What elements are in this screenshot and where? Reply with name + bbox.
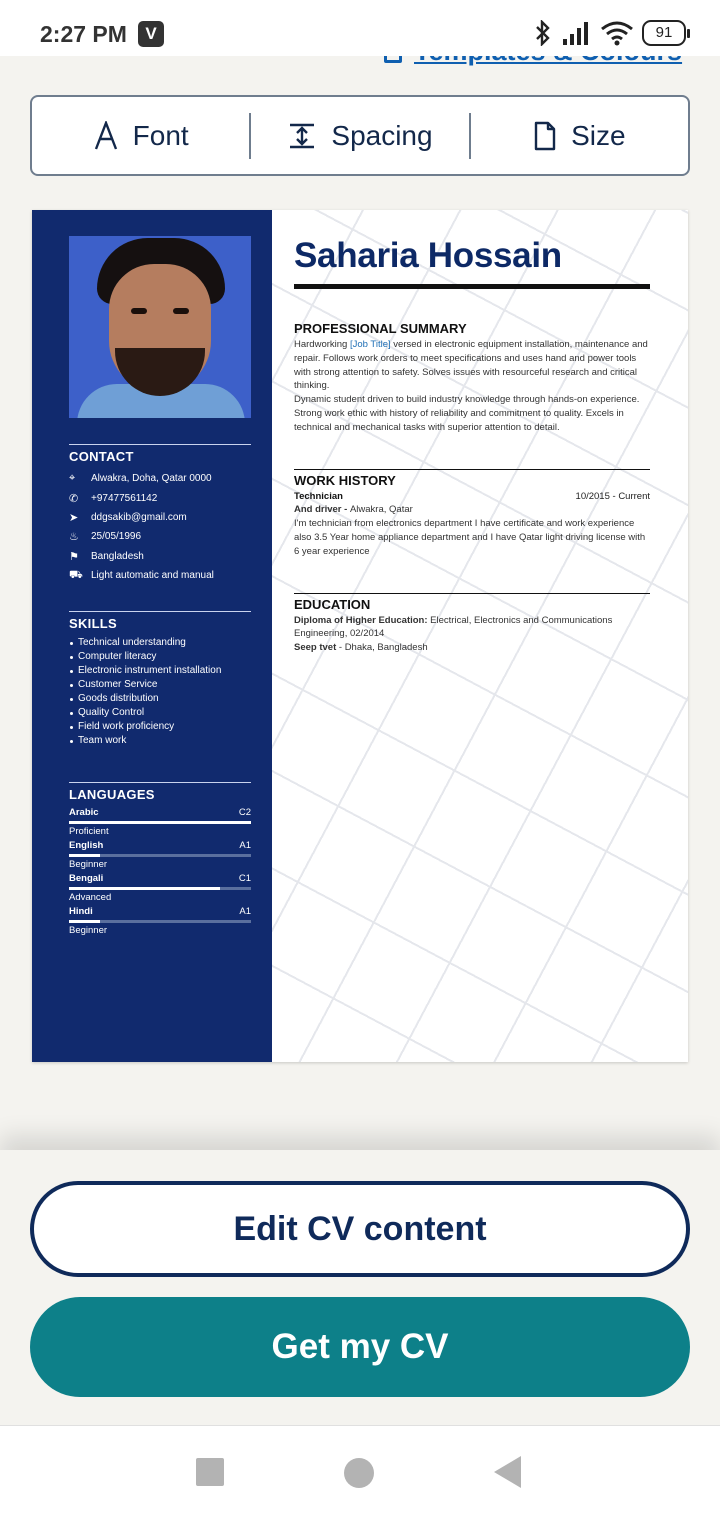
contact-birthdate: ♨ 25/05/1996 [69, 531, 142, 544]
skills-heading: SKILLS [69, 616, 118, 632]
font-button[interactable] [32, 97, 249, 174]
contact-section [69, 444, 251, 585]
cv-sidebar [32, 210, 272, 1062]
contact-license: ⛟ Light automatic and manual [69, 568, 214, 582]
status-time: 2:27 PM [40, 21, 127, 47]
font-label: Font [132, 119, 189, 151]
system-navigation-bar [0, 1425, 720, 1520]
action-panel [0, 1150, 720, 1425]
wifi-icon [600, 20, 634, 46]
location-pin-icon: ⌖ [69, 472, 76, 485]
skills-section [69, 611, 251, 748]
language-item: English A1 Beginner [69, 840, 251, 871]
work-title-row: Technician 10/2015 - Current [294, 490, 650, 502]
status-icons [532, 20, 686, 46]
contact-heading: CONTACT [69, 449, 134, 464]
app-notification-icon: V [138, 21, 164, 47]
language-level-bar [69, 821, 251, 824]
send-icon: ➤ [69, 511, 79, 524]
contact-address: ⌖ Alwakra, Doha, Qatar 0000 [69, 472, 212, 485]
car-icon: ⛟ [69, 568, 83, 581]
language-item: Bengali C1 Advanced [69, 873, 251, 904]
flag-icon: ⚑ [69, 550, 79, 563]
status-bar [0, 0, 720, 56]
signal-icon [562, 20, 592, 46]
language-level-bar [69, 887, 251, 890]
skill-item: Team work [69, 734, 251, 748]
work-history-section [294, 469, 650, 559]
spacing-icon [287, 122, 317, 150]
cake-icon: ♨ [69, 531, 79, 544]
cv-main-column [272, 210, 688, 1062]
education-degree: Diploma of Higher Education: Electrical, Electronics and Communications Engineering, 02/2014 [294, 614, 613, 640]
battery-icon: 91 [642, 20, 686, 46]
edit-cv-content-button[interactable]: Edit CV content [30, 1181, 690, 1277]
recents-icon[interactable] [196, 1458, 224, 1486]
skill-item: Electronic instrument installation [69, 664, 251, 678]
spacing-label: Spacing [331, 119, 433, 151]
spacing-button[interactable] [251, 97, 468, 174]
contact-nationality: ⚑ Bangladesh [69, 550, 144, 563]
font-icon [93, 121, 119, 151]
cv-format-toolbar [30, 95, 690, 176]
language-level-bar [69, 920, 251, 923]
skill-item: Computer literacy [69, 650, 251, 664]
work-company: And driver - Alwakra, Qatar [294, 504, 413, 516]
size-label: Size [571, 119, 626, 151]
language-level-bar [69, 854, 251, 857]
size-button[interactable] [471, 97, 688, 174]
summary-text-2: Dynamic student driven to build industry knowledge through hands-on experience. Strong work ethic with history of reliability and commitment to quality. Excels in technical and mechanical tasks with superior attention to detail. [294, 394, 640, 433]
education-school: Seep tvet - Dhaka, Bangladesh [294, 642, 428, 654]
profile-photo [69, 236, 251, 418]
language-item: Hindi A1 Beginner [69, 906, 251, 937]
education-section [294, 593, 650, 655]
back-icon[interactable] [494, 1456, 521, 1488]
work-description: I'm technician from electronics department I have certificate and work experience also 3.5 Year home appliance department and I have Qatar light driving license with 6 year experience [294, 518, 646, 557]
skill-item: Goods distribution [69, 692, 251, 706]
name-divider [294, 284, 650, 289]
bluetooth-icon [532, 20, 554, 46]
get-my-cv-button[interactable]: Get my CV [30, 1297, 690, 1397]
contact-phone: ✆ +97477561142 [69, 492, 158, 505]
skill-item: Quality Control [69, 706, 251, 720]
cv-name: Saharia Hossain [294, 236, 562, 275]
cv-preview[interactable] [32, 210, 688, 1062]
summary-text: Hardworking [Job Title] versed in electronic equipment installation, maintenance and repair. Follows work orders to meet specifications and uses hand and power tools with strong attention to safety. Solves issues with resourceful research and critical thinking. [294, 339, 648, 392]
skill-item: Customer Service [69, 678, 251, 692]
contact-email: ➤ ddgsakib@gmail.com [69, 511, 187, 524]
language-item: Arabic C2 Proficient [69, 807, 251, 838]
education-heading: EDUCATION [294, 593, 650, 614]
skill-item: Technical understanding [69, 636, 251, 650]
phone-icon: ✆ [69, 492, 79, 505]
languages-section [69, 782, 251, 936]
languages-heading: LANGUAGES [69, 787, 155, 803]
summary-section [294, 321, 650, 435]
skill-item: Field work proficiency [69, 720, 251, 734]
home-icon[interactable] [344, 1458, 374, 1488]
work-history-heading: WORK HISTORY [294, 469, 650, 490]
summary-heading: PROFESSIONAL SUMMARY [294, 321, 467, 336]
document-icon [533, 121, 557, 151]
